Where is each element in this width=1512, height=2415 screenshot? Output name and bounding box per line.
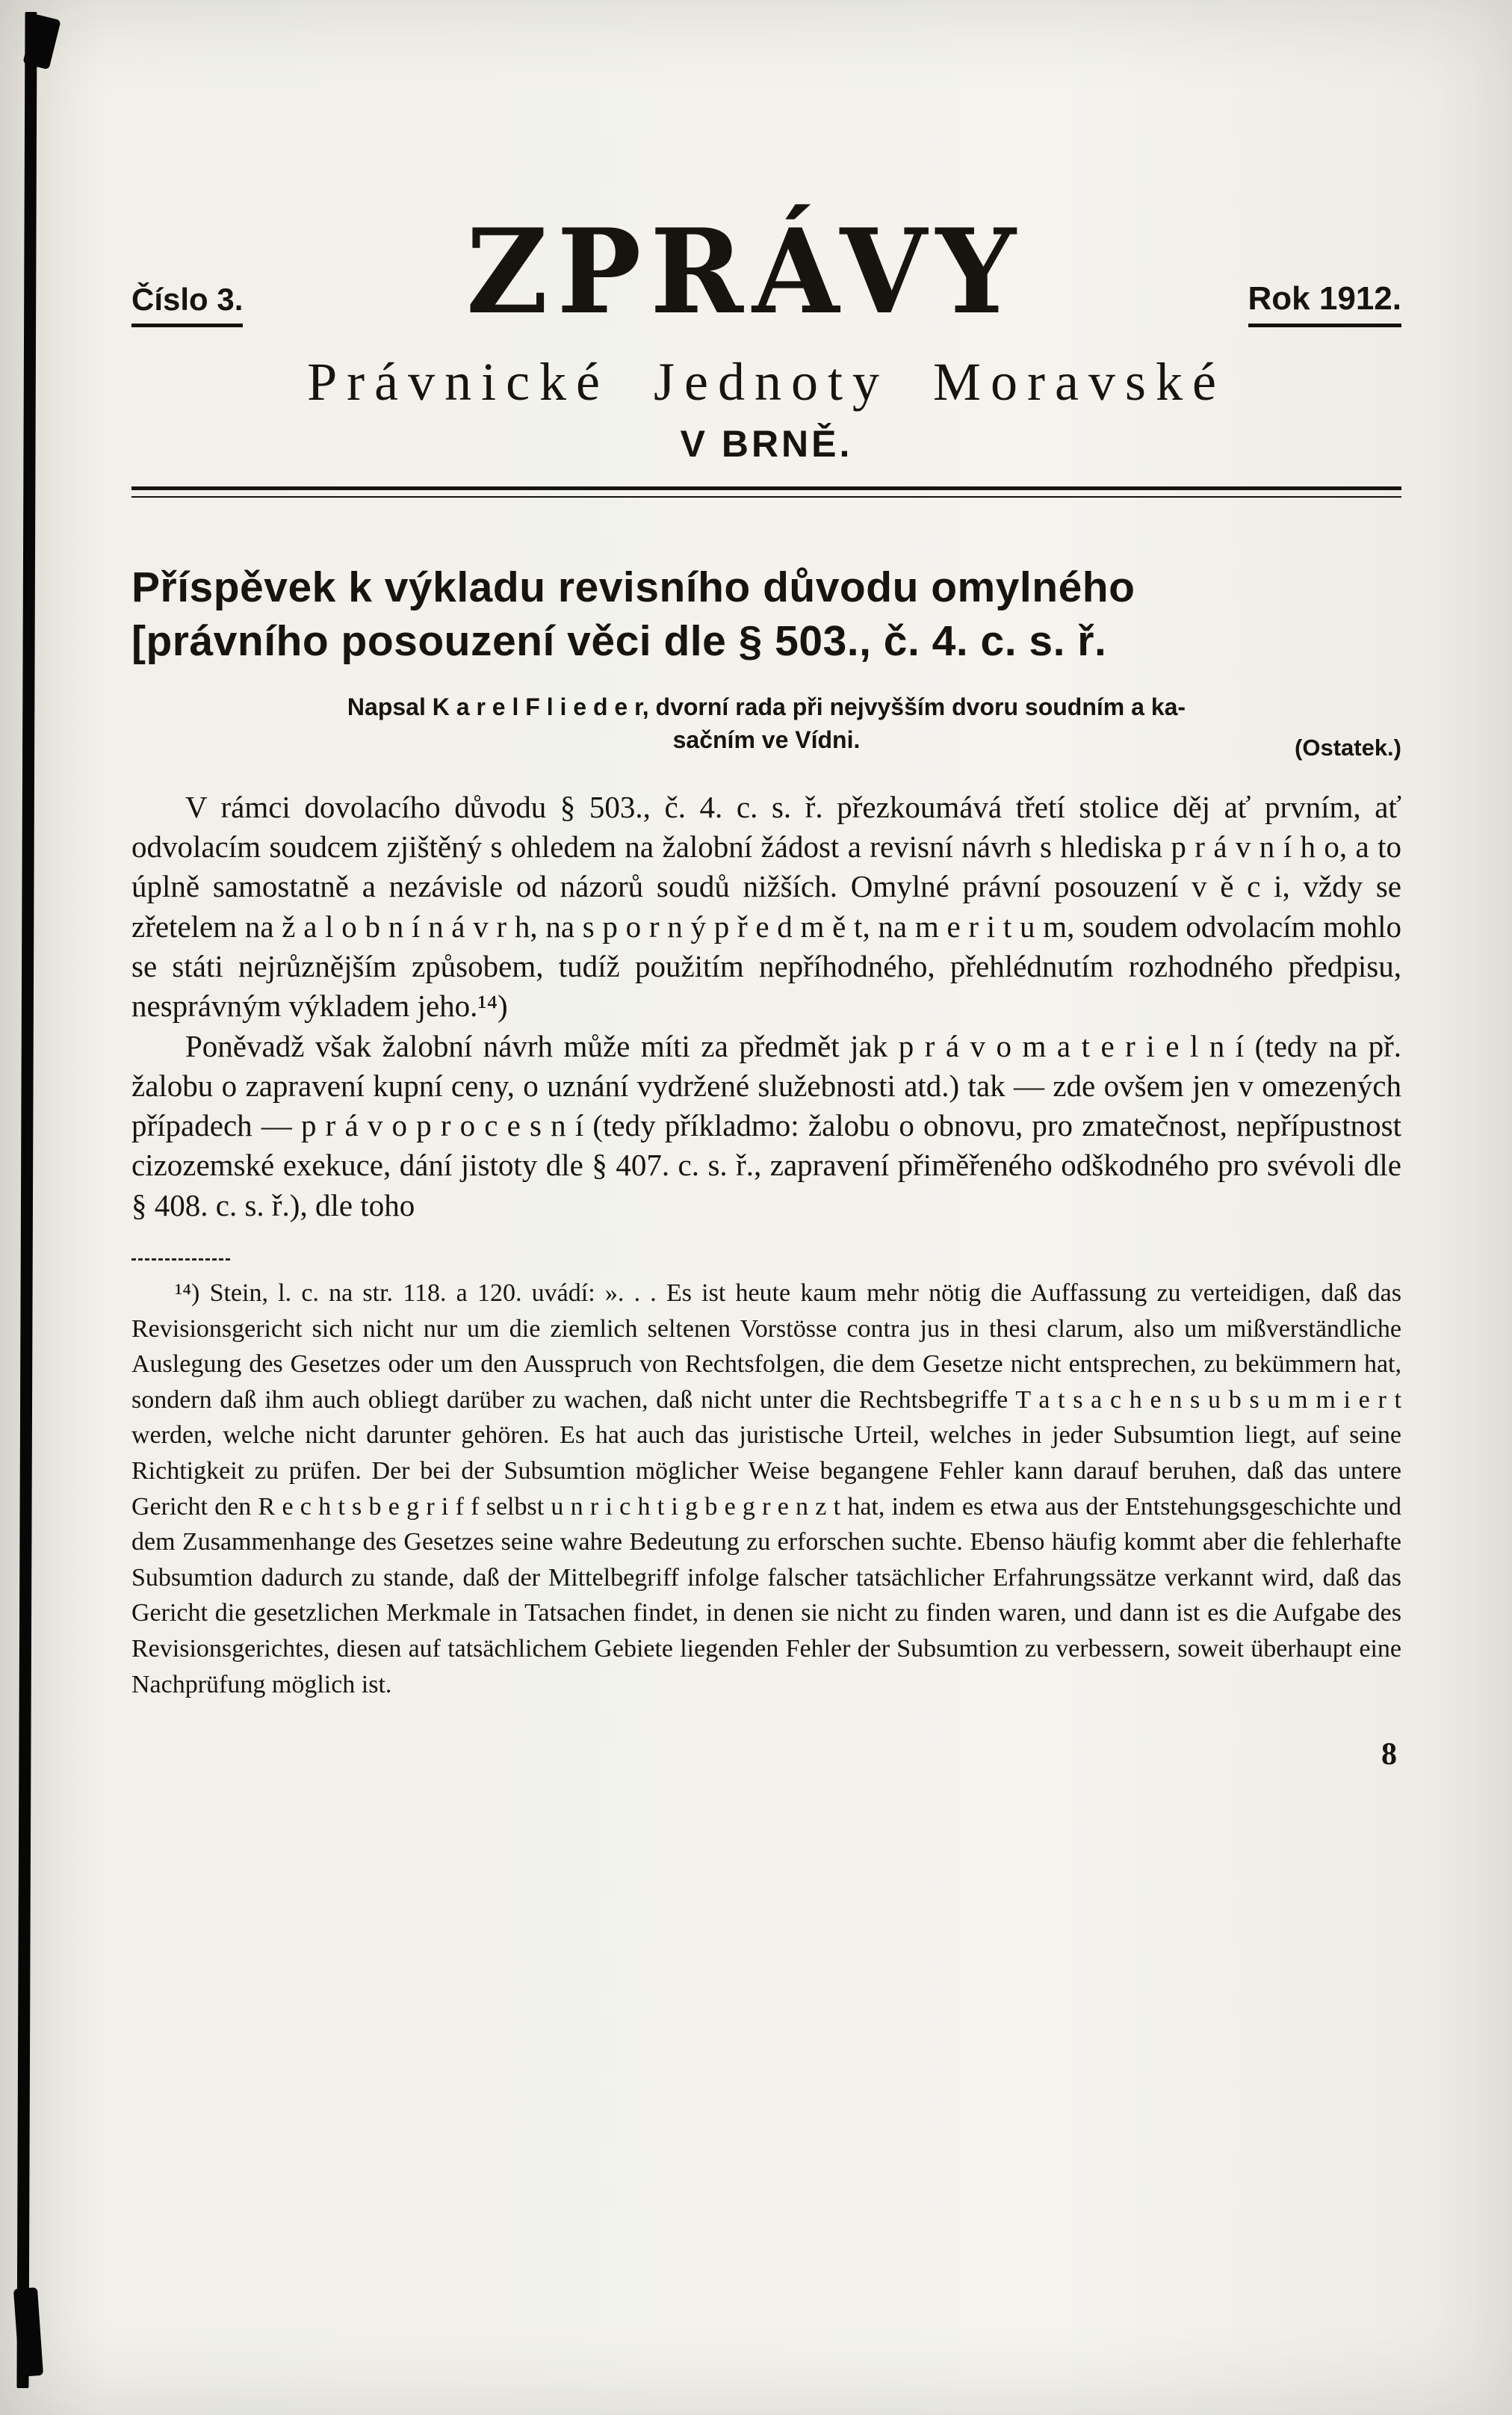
byline-line2: sačním ve Vídni. xyxy=(672,726,861,753)
masthead-row xyxy=(131,203,1401,341)
article-title-line1: Příspěvek k výkladu revisního důvodu omylného xyxy=(131,563,1135,611)
scan-gutter-edge xyxy=(16,12,37,2388)
scan-artifact-bottom xyxy=(13,2287,43,2377)
body-paragraph: V rámci dovolacího důvodu § 503., č. 4. c. s. ř. přezkoumává třetí stolice děj ať prvním, ať odvolacím soudcem zjištěný s ohledem na žalobní žádost a revisní návrh s hlediska p r á v n í h o, a to úplně samostatně a nezávisle od názorů soudů nižších. Omylné právní posouzení v ě c i, vždy se zřetelem na ž a l o b n í n á v r h, na s p o r n ý p ř e d m ě t, na m e r i t u m, soudem odvolacím mohlo se státi nejrůznějším způsobem, tudíž použitím nepříhodného, přehlédnutím rozhodného předpisu, nesprávným výkladem jeho.¹⁴) xyxy=(131,789,1401,1024)
journal-title: ZPRÁVY xyxy=(466,203,1025,341)
article-title-line2: [právního posouzení věci dle § 503., č. 4. c. s. ř. xyxy=(131,617,1107,666)
byline xyxy=(131,691,1401,761)
body-paragraph: Poněvadž však žalobní návrh může míti za předmět jak p r á v o m a t e r i e l n í (tedy na př. žalobu o zapravení kupní ceny, o uznání vydržené služebnosti atd.) tak — zde ovšem jen v omezených případech — p r á v o p r o c e s n í (tedy příkladmo: žalobu o obnovu, pro zmatečnost, nepřípustnost cizozemské exekuce, dání jistoty dle § 407. c. s. ř., zapravení přiměřeného odškodného pro svévoli dle § 408. c. s. ř.), dle toho xyxy=(131,1028,1401,1222)
ostatek-note: (Ostatek.) xyxy=(1295,734,1401,761)
article xyxy=(131,560,1401,1773)
issue-number: Číslo 3. xyxy=(131,282,243,327)
byline-line1: Napsal K a r e l F l i e d e r, dvorní rada při nejvyšším dvoru soudním a ka- xyxy=(347,693,1186,721)
double-rule xyxy=(131,486,1401,498)
place-name: V BRNĚ. xyxy=(680,422,853,465)
page-content xyxy=(131,0,1401,1772)
footnote-text: ¹⁴) Stein, l. c. na str. 118. a 120. uvádí: ». . . Es ist heute kaum mehr nötig die Auffassung zu verteidigen, daß das Revisionsgericht sich nicht nur um die ziemlich seltenen Vorstösse contra jus in thesi clarum, also um mißverständliche Auslegung des Gesetzes oder um den Ausspruch von Rechtsfolgen, die dem Gesetze nicht entsprechen, zu bekümmern hat, sondern daß ihm auch obliegt darüber zu wachen, daß nicht unter die Rechtsbegriffe T a t s a c h e n s u b s u m m i e r t werden, welche nicht darunter gehören. Es hat auch das juristische Urteil, welches in jeder Subsumtion liegt, auf seine Richtigkeit zu prüfen. Der bei der Subsumtion möglicher Weise begangene Fehler kann darauf beruhen, daß das untere Gericht den R e c h t s b e g r i f f selbst u n r i c h t i g b e g r e n z t hat, indem es etwa aus der Entstehungsgeschichte und dem Zusammenhange des Gesetzes seine wahre Bedeutung zu erforschen suchte. Ebenso häufig kommt aber die fehlerhafte Subsumtion dadurch zu stande, daß der Mittelbegriff infolge falscher tatsächlicher Erfahrungssätze verkannt wird, daß das Gericht die gesetzlichen Merkmale in Tatsachen findet, in denen sie nicht zu finden waren, und dann ist es die Aufgabe des Revisionsgerichtes, diesen auf tatsächlichem Gebiete liegenden Fehler der Subsumtion zu verbessern, soweit überhaupt eine Nachprüfung möglich ist. xyxy=(131,1279,1401,1698)
page-number: 8 xyxy=(1381,1737,1397,1772)
footnote-separator xyxy=(131,1258,230,1261)
article-title xyxy=(131,560,1401,670)
year-label: Rok 1912. xyxy=(1248,280,1401,327)
masthead xyxy=(131,203,1401,498)
society-name: Právnické Jednoty Moravské xyxy=(307,351,1226,412)
